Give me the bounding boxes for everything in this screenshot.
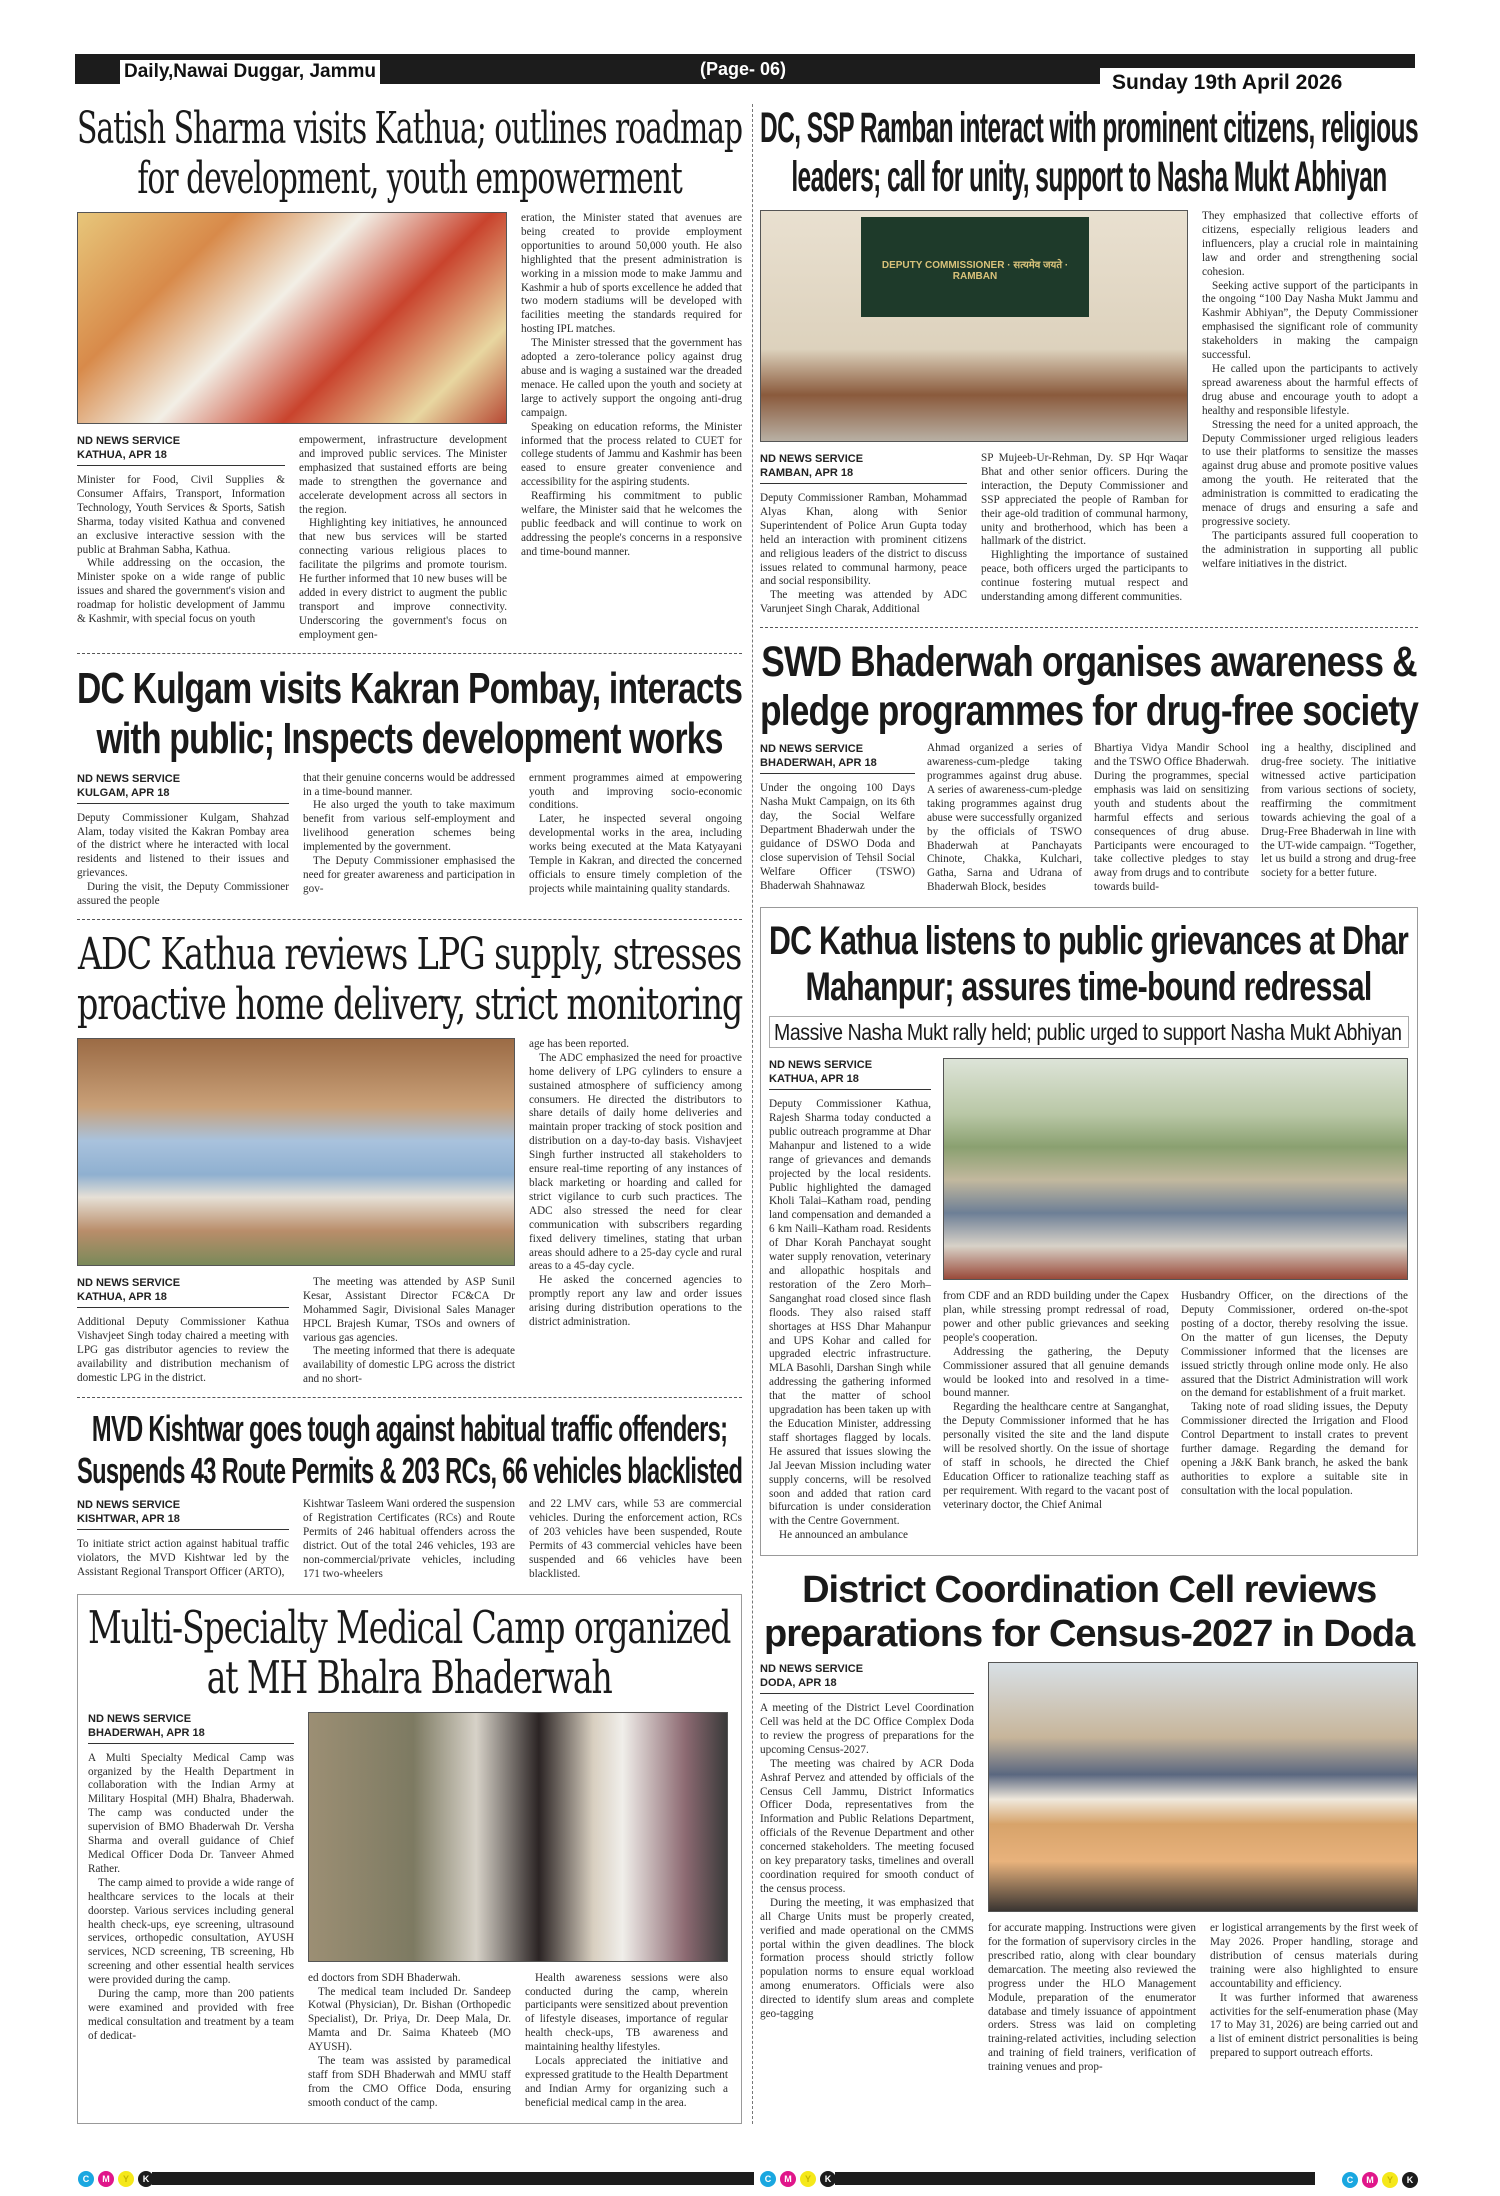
issue-date: Sunday 19th April 2026: [1100, 68, 1415, 98]
headline: MVD Kishtwar goes tough against habitual traffic offenders; Suspends 43 Route Permits & 203 RCs, 66 vehicles blacklisted: [77, 1408, 743, 1492]
article-column: Under the ongoing 100 Days Nasha Mukt Campaign, on its 6th day, the Social Welfare Department Bhaderwah under the guidance of DSWO Doda and close supervision of Tehsil Social Welfare Officer (TSWO) Bhaderwah Shahnawaz: [760, 782, 915, 892]
article-column: Husbandry Officer, on the directions of the Deputy Commissioner, ordered on-the-spot posting of a doctor, thereby resolving the issue. On the matter of gun licenses, the Deputy Commissioner informed that the licenses are issued strictly through online mode only. He also assured that the District Administration will work on the demand for establishment of a fruit market. Taking note of road sliding issues, the Deputy Commissioner directed the Irrigation and Flood Control Department to install crates to prevent further damage. Regarding the demand for opening a J&K Bank branch, he asked the bank authorities to explore a suitable site in consultation with the local population.: [1181, 1290, 1408, 1497]
headline-band: [760, 104, 1418, 202]
article-column: and 22 LMV cars, while 53 are commercial vehicles. During the enforcement action, RCs of 203 vehicles have been suspended, Route Permits of 43 commercial vehicles have been suspended and 66 vehicles have been blacklisted.: [529, 1498, 742, 1580]
article-column: A meeting of the District Level Coordination Cell was held at the DC Office Complex Doda to review the progress of preparations for the upcoming Census-2027. The meeting was chaired by ACR Doda Ashraf Pervez and attended by officials of the Census Cell Jammu, District Informatics Officer Doda, representatives from the Information and Public Relations Department, officials of the Revenue Department and other concerned stakeholders. The meeting focused on key preparatory tasks, timelines and overall coordination required for smooth conduct of the census process. During the meeting, it was emphasized that all Charge Units must be properly created, verified and made operational on the CMMS portal within the given deadlines. The block formation process should strictly follow population norms to ensure equal workload among enumerators. Officials were also directed to identify slum areas and complete geo-tagging: [760, 1702, 974, 2021]
byline: ND NEWS SERVICE DODA, APR 18: [760, 1662, 974, 1694]
photo-ramban-meeting: [760, 210, 1188, 442]
footer-bar: [152, 2172, 754, 2185]
headline-band: [769, 918, 1408, 1010]
headline-band: [88, 1600, 731, 1704]
article-column: A Multi Specialty Medical Camp was organized by the Health Department in collaboration with the Indian Army at Military Hospital (MH) Bhalra, Bhaderwah. The camp was conducted under the supervision of BMO Bhaderwah Dr. Versha Sharma and overall guidance of Chief Medical Officer Doda Dr. Tanveer Ahmed Rather. The camp aimed to provide a wide range of healthcare services to the locals at their doorstep. Various services including general health check-ups, eye screening, ultrasound services, orthopedic consultation, AYUSH services, NCD screening, TB screening, Hb screening and other essential health services were provided during the camp. During the camp, more than 200 patients were examined and provided with free medical consultation and treatment by a team of dedicat-: [88, 1751, 294, 2042]
byline: ND NEWS SERVICE KULGAM, APR 18: [77, 772, 289, 804]
headline: DC Kathua listens to public grievances at Dhar Mahanpur; assures time-bound redressal: [769, 919, 1409, 1010]
headline-band: [760, 1568, 1418, 1656]
article-ramban: [760, 104, 1418, 617]
byline: ND NEWS SERVICE KATHUA, APR 18: [769, 1058, 931, 1090]
right-half: [760, 104, 1418, 2075]
article-swd-bhaderwah: [760, 638, 1418, 895]
photo-nasha-mukt-rally: [943, 1058, 1408, 1280]
headline-band: [77, 930, 742, 1030]
cmyk-dot-y: Y: [118, 2171, 134, 2187]
headline: SWD Bhaderwah organises awareness & pledge programmes for drug-free society: [760, 638, 1419, 736]
cmyk-dot-y: Y: [1382, 2172, 1398, 2188]
photo-medical-camp: [308, 1712, 728, 1962]
headline-band: [77, 104, 742, 204]
byline: ND NEWS SERVICE KATHUA, APR 18: [77, 434, 285, 466]
article-column: er logistical arrangements by the first week of May 2026. Proper handling, storage and distribution of census materials during training were also highlighted to ensure accountability and efficiency. It was further informed that awareness activities for the self-enumeration phase (May 17 to May 31, 2026) are being carried out and a list of eminent district personalities is being prepared to support outreach efforts.: [1210, 1922, 1418, 2060]
article-column: age has been reported. The ADC emphasized the need for proactive home delivery of LPG cylinders to ensure a sustained atmosphere of sufficiency among consumers. He directed the distributors to share details of daily home deliveries and maintain proper tracking of stock position and distribution on a day-to-day basis. Vishavjeet Singh further instructed all stakeholders to ensure real-time reporting of any instances of black marketing or hoarding and called for strict vigilance to curb such practices. The ADC also stressed the need for clear communication with subscribers regarding fixed delivery timelines, stating that urban areas should adhere to a 25-day cycle and rural areas to a 45-day cycle. He asked the concerned agencies to promptly report any law and order issues arising during distribution operations to the district administration.: [529, 1037, 742, 1329]
article-column: empowerment, infrastructure development and improved public services. The Minister emphasized that sustained efforts are being made to strengthen the governance and accelerate development across all sectors in the region. Highlighting key initiatives, he announced that new bus services will be started connecting various religious places to facilitate the pilgrims and promote tourism. He further informed that 10 new buses will be added in every district to augment the public transport and improve connectivity. Underscoring the government's focus on employment gen-: [299, 434, 507, 641]
article-column: Bhartiya Vidya Mandir School and the TSWO Office Bhaderwah. During the programmes, special emphasis was laid on sensitizing youth and students about the harmful effects and serious consequences of drug abuse. Participants were encouraged to take collective pledges to stay away from drugs and to contribute towards build-: [1094, 742, 1249, 894]
article-column: Health awareness sessions were also conducted during the camp, wherein participants were sensitized about prevention of lifestyle diseases, importance of regular health check-ups, TB awareness and maintaining healthy lifestyles. Locals appreciated the initiative and expressed gratitude to the Health Department and Indian Army for organizing such a beneficial medical camp in the area.: [525, 1971, 728, 2109]
article-medical-camp: [77, 1594, 742, 2124]
cmyk-dot-m: M: [98, 2171, 114, 2187]
headline-band: [760, 638, 1418, 736]
headline: ADC Kathua reviews LPG supply, stresses proactive home delivery, strict monitoring: [77, 928, 743, 1030]
cmyk-dot-m: M: [780, 2171, 796, 2187]
cmyk-dot-c: C: [78, 2171, 94, 2187]
cmyk-dot-k: K: [820, 2171, 836, 2187]
cmyk-marks-center: [760, 2171, 836, 2187]
article-column: SP Mujeeb-Ur-Rehman, Dy. SP Hqr Waqar Bhat and other senior officers. During the interaction, the Deputy Commissioner and SSP appreciated the people of Ramban for their age-old tradition of communal harmony, unity and brotherhood, which has been a hallmark of the district. Highlighting the importance of sustained peace, both officers urged the participants to continue fostering mutual respect and understanding among different communities.: [981, 452, 1188, 604]
article-column: from CDF and an RDD building under the Capex plan, while stressing prompt redressal of road, power and other public grievances and seeking people's cooperation. Addressing the gathering, the Deputy Commissioner assured that all genuine demands would be looked into and resolved in a time-bound manner. Regarding the healthcare centre at Sanganghat, the Deputy Commissioner informed that he has personally visited the site and the land dispute will be resolved shortly. On the issue of shortage of staff in schools, he directed the Chief Education Officer to rationalize teaching staff as per requirement. With regard to the vacant post of veterinary doctor, the Chief Animal: [943, 1290, 1169, 1511]
cmyk-dot-k: K: [1402, 2172, 1418, 2188]
subheadline: Massive Nasha Mukt rally held; public urged to support Nasha Mukt Abhiyan: [774, 1019, 1402, 1046]
article-column: They emphasized that collective efforts of citizens, especially religious leaders and influencers, play a crucial role in maintaining law and order and strengthening social cohesion. Seeking active support of the participants in the ongoing “100 Day Nasha Mukt Jammu and Kashmir Abhiyan”, the Deputy Commissioner emphasised the significant role of community stakeholders in making the campaign successful. He called upon the participants to actively spread awareness about the harmful effects of drug abuse and encourage youth to adopt a healthy and responsible lifestyle. Stressing the need for a united approach, the Deputy Commissioner urged religious leaders to use their platforms to sensitize the masses against drug abuse and promote positive values among the youth. He reiterated that the administration is committed to eradicating the menace of drugs and ensuring a safe and progressive society. The participants assured full cooperation to the administration in supporting all public welfare initiatives in the district.: [1202, 210, 1418, 570]
cmyk-dot-k: K: [138, 2171, 154, 2187]
article-column: that their genuine concerns would be addressed in a time-bound manner. He also urged the youth to take maximum benefit from various self-employment and livelihood generation schemes being implemented by the government. The Deputy Commissioner emphasised the need for greater awareness and participation in gov-: [303, 771, 515, 895]
cmyk-dot-m: M: [1362, 2172, 1378, 2188]
article-column: eration, the Minister stated that avenues are being created to provide employment opportunities to around 50,000 youth. He also highlighted that the present administration is working in a mission mode to make Jammu and Kashmir a hub of sports excellence he added that two modern stadiums will be developed with facilities meeting the standards required for hosting IPL matches. The Minister stressed that the government has adopted a zero-tolerance policy against drug abuse and is waging a sustained war the dreaded menace. He called upon the youth and society at large to actively support the ongoing anti-drug campaign. Speaking on education reforms, the Minister informed that the process related to CUET for college students of Jammu and Kashmir has been eased to ensure greater convenience and accessibility for the aspiring students. Reaffirming his commitment to public welfare, the Minister said that he welcomes the public feedback and will continue to work on addressing the people's concerns in a responsive and time-bound manner.: [521, 212, 742, 558]
article-column: Ahmad organized a series of awareness-cum-pledge taking programmes against drug abuse. A series of awareness-cum-pledge taking programmes against drug abuse were successfully organized by the officials of TSWO Bhaderwah at Panchayats Chinote, Chakka, Kulchari, Gatha, Sarna and Udrana of Bhaderwah Block, besides: [927, 742, 1082, 894]
headline: Multi-Specialty Medical Camp organized at MH Bhalra Bhaderwah: [88, 1600, 731, 1704]
footer-bar: [835, 2172, 1315, 2185]
article-column: Minister for Food, Civil Supplies & Consumer Affairs, Transport, Information Technology, Youth Services & Sports, Satish Sharma, today visited Kathua and convened an exclusive interactive session with the public at Brahman Sabha, Kathua. While addressing on the occasion, the Minister spoke on a wide range of public issues and shared the government's vision and roadmap for holistic development of Jammu & Kashmir, with special focus on youth: [77, 474, 285, 626]
headline: District Coordination Cell reviews preparations for Census-2027 in Doda: [764, 1569, 1415, 1656]
article-column: ing a healthy, disciplined and drug-free society. The initiative witnessed active participation from various sections of society, reaffirming the commitment towards achieving the goal of a Drug-Free Bhaderwah in line with the UT-wide campaign. “Together, let us build a strong and drug-free society for a better future.: [1261, 742, 1416, 880]
article-census-doda: [760, 1568, 1418, 2075]
dc-nameplate: DEPUTY COMMISSIONER · सत्यमेव जयते · RAMBAN: [861, 217, 1089, 317]
headline-band: [77, 1408, 742, 1492]
photo-lpg-meeting: [77, 1038, 515, 1266]
article-column: Deputy Commissioner Kulgam, Shahzad Alam, today visited the Kakran Pombay area of the district where he interacted with local residents and listened to their issues and grievances. During the visit, the Deputy Commissioner assured the people: [77, 811, 289, 908]
article-column: The meeting was attended by ASP Sunil Kesar, Assistant Director FC&CA Dr Mohammed Sagir, Divisional Sales Manager HPCL Brajesh Kumar, TSOs and owners of various gas agencies. The meeting informed that there is adequate availability of domestic LPG across the district and no short-: [303, 1275, 515, 1386]
left-half: [77, 104, 742, 2124]
byline: ND NEWS SERVICE BHADERWAH, APR 18: [760, 742, 915, 774]
article-column: Kishtwar Tasleem Wani ordered the suspension of Registration Certificates (RCs) and Route Permits of 246 habitual offenders across the district. Out of the total 246 vehicles, 193 are non-commercial/private vehicles, including 171 two-wheelers: [303, 1498, 515, 1580]
byline: ND NEWS SERVICE BHADERWAH, APR 18: [88, 1712, 294, 1744]
subheadline-box: [769, 1016, 1409, 1048]
cmyk-marks-right: [1342, 2172, 1418, 2188]
article-column: To initiate strict action against habitual traffic violators, the MVD Kishtwar led by the Assistant Regional Transport Officer (ARTO),: [77, 1538, 289, 1578]
byline: ND NEWS SERVICE RAMBAN, APR 18: [760, 452, 967, 484]
byline: ND NEWS SERVICE KATHUA, APR 18: [77, 1276, 289, 1308]
article-column: ernment programmes aimed at empowering youth and improving socio-economic conditions. Later, he inspected several ongoing developmental works in the area, including works being executed at the Mata Katyayani Temple in Kakran, and directed the concerned officials to ensure timely completion of the projects while maintaining quality standards.: [529, 771, 742, 895]
article-column: Additional Deputy Commissioner Kathua Vishavjeet Singh today chaired a meeting with LPG gas distributor agencies to review the availability and distribution mechanism of domestic LPG in the district.: [77, 1315, 289, 1384]
column-divider: [752, 104, 753, 2124]
masthead: Daily,Nawai Duggar, Jammu: [120, 60, 380, 84]
footer: [78, 2171, 1418, 2189]
photo-satish-sharma: [77, 212, 507, 424]
cmyk-marks-left: [78, 2171, 154, 2187]
cmyk-dot-c: C: [760, 2171, 776, 2187]
page-number: (Page- 06): [700, 59, 787, 79]
headline: DC Kulgam visits Kakran Pombay, interacts with public; Inspects development works: [77, 663, 743, 763]
article-lpg-kathua: [77, 930, 742, 1387]
section-divider: [77, 653, 742, 654]
section-divider: [77, 1397, 742, 1398]
byline: ND NEWS SERVICE KISHTWAR, APR 18: [77, 1498, 289, 1530]
photo-census-meeting: [988, 1662, 1418, 1912]
article-column: ed doctors from SDH Bhaderwah. The medical team included Dr. Sandeep Kotwal (Physician), Dr. Bishan (Orthopedic Specialist), Dr. Priya, Dr. Deep Mala, Dr. Mamta and Dr. Saima Khateeb (MO AYUSH). The team was assisted by paramedical staff from SDH Bhaderwah and MMU staff from the CMO Office Doda, ensuring smooth conduct of the camp.: [308, 1971, 511, 2109]
headline: Satish Sharma visits Kathua; outlines roadmap for development, youth empowerment: [77, 103, 743, 204]
article-column: Deputy Commissioner Ramban, Mohammad Alyas Khan, along with Senior Superintendent of Police Arun Gupta today held an interaction with prominent citizens and religious leaders of the district to discuss issues related to communal harmony, peace and social responsibility. The meeting was attended by ADC Varunjeet Singh Charak, Additional: [760, 492, 967, 616]
section-divider: [77, 919, 742, 920]
headline: DC, SSP Ramban interact with prominent citizens, religious leaders; call for unity, support to Nasha Mukt Abhiyan: [760, 104, 1418, 201]
cmyk-dot-c: C: [1342, 2172, 1358, 2188]
article-satish-sharma: [77, 104, 742, 643]
cmyk-dot-y: Y: [800, 2171, 816, 2187]
headline-band: [77, 664, 742, 764]
article-mvd-kishtwar: [77, 1408, 742, 1581]
article-kulgam: [77, 664, 742, 909]
article-column: Deputy Commissioner Kathua, Rajesh Sharma today conducted a public outreach programme at Dhar Mahanpur and listened to a wide range of grievances and demands projected by the local residents. Public highlighted the damaged Kholi Talai–Katham road, pending land compensation and demanded a 6 km Naili–Katham road. Residents of Dhar Korah Panchayat sought water supply renovation, veterinary and allopathic hospitals and restoration of the Zero Morh–Sanganghat road closed since flash floods. They also raised staff shortages at HSS Dhar Mahanpur and UPS Kohar and called for upgraded electric infrastructure. MLA Basohli, Darshan Singh while addressing the gathering informed that the matter of school upgradation has been taken up with the Education Minister, addressing staff shortages flagged by locals. He assured that issues slowing the Jal Jeevan Mission including water supply concerns, will be resolved soon and added that ration card bifurcation is under consideration with the Centre Government. He announced an ambulance: [769, 1098, 931, 1542]
section-divider: [760, 627, 1418, 628]
article-column: for accurate mapping. Instructions were given for the formation of supervisory circles in the prescribed ratio, along with clear boundary demarcation. The meeting also reviewed the progress under the HLO Management Module, preparation of the enumerator database and timely issuance of appointment orders. Stress was laid on completing training-related activities, including selection and training of field trainers, verification of training venues and prop-: [988, 1922, 1196, 2074]
article-dc-kathua-dhar: [760, 907, 1418, 1556]
